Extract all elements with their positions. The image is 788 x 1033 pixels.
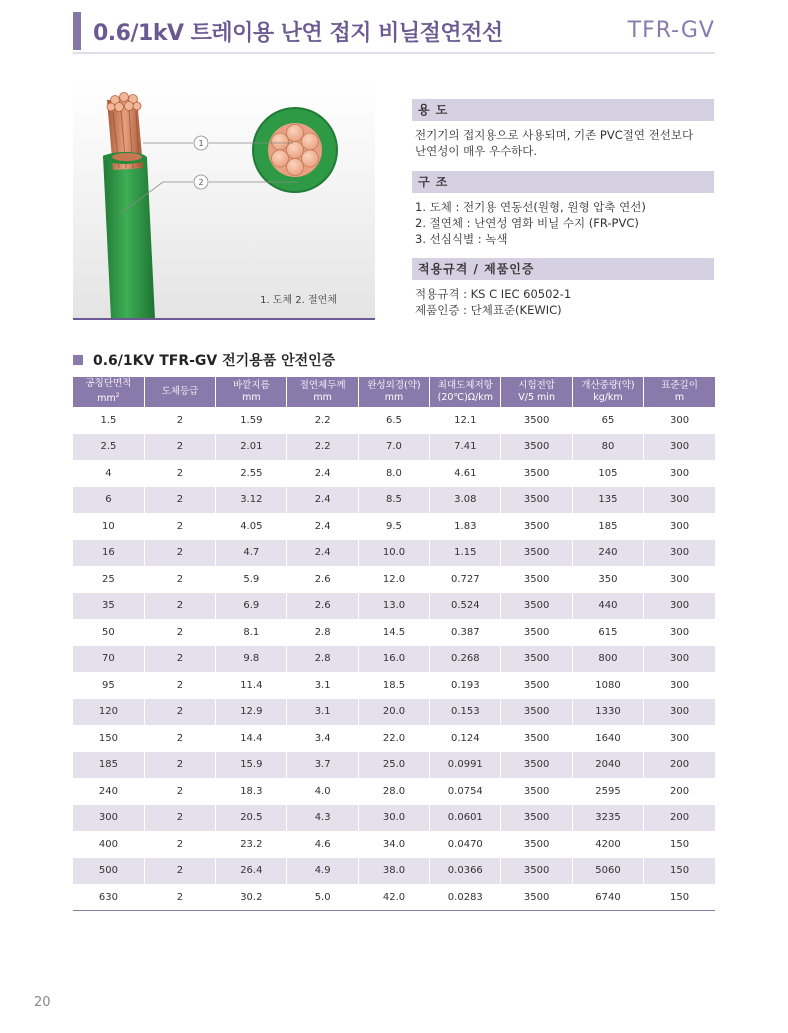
table-cell: 6.5: [358, 407, 429, 434]
title-divider: [73, 52, 715, 54]
table-cell: 5.9: [216, 566, 287, 593]
construction-line: 3. 선심식별 : 녹색: [415, 232, 508, 246]
table-cell: 2.6: [287, 566, 358, 593]
table-cell: 150: [644, 858, 715, 885]
table-cell: 70: [73, 646, 144, 673]
column-header-label: 바깥지름: [232, 380, 270, 391]
table-header-row: [73, 377, 715, 407]
table-cell: 240: [98, 785, 118, 797]
table-cell: 1640: [572, 725, 643, 752]
usage-line: 전기기의 접지용으로 사용되며, 기존 PVC절연 전선보다: [415, 128, 694, 142]
column-header: [287, 377, 358, 407]
table-row: [73, 434, 715, 461]
table-cell: 3.08: [430, 487, 501, 514]
table-cell: 4.05: [216, 513, 287, 540]
table-cell: 4.7: [216, 540, 287, 567]
table-cell: 2.55: [216, 460, 287, 487]
table-cell: 9.8: [216, 646, 287, 673]
table-cell: 2040: [572, 752, 643, 779]
table-cell: 3500: [501, 805, 572, 832]
table-cell: 13.0: [358, 593, 429, 620]
table-cell: 300: [644, 513, 715, 540]
table-cell: 2: [144, 752, 215, 779]
usage-body: [412, 121, 714, 159]
table-cell: 2.2: [287, 434, 358, 461]
table-cell: 3500: [501, 619, 572, 646]
table-cell: 8.0: [358, 460, 429, 487]
table-cell: 2.01: [216, 434, 287, 461]
table-cell: 0.193: [430, 672, 501, 699]
table-cell: 3500: [501, 646, 572, 673]
table-cell: 300: [644, 407, 715, 434]
table-cell: 800: [572, 646, 643, 673]
section-square-icon: [73, 355, 83, 365]
table-cell: 400: [98, 838, 118, 850]
table-cell: 4.0: [287, 778, 358, 805]
table-cell: 38.0: [358, 858, 429, 885]
cable-drawing: [73, 78, 375, 319]
table-cell: 4: [105, 467, 112, 479]
table-cell: 12.1: [430, 407, 501, 434]
spec-table: [73, 377, 715, 911]
table-cell: 14.5: [358, 619, 429, 646]
figure-bottom-rule: [73, 318, 375, 320]
table-cell: 3500: [501, 487, 572, 514]
table-cell: 3500: [501, 407, 572, 434]
table-cell: 18.5: [358, 672, 429, 699]
standards-line: 적용규격 : KS C IEC 60502-1: [415, 287, 572, 301]
table-row: [73, 752, 715, 779]
table-cell: 0.0470: [430, 831, 501, 858]
standards-section: [412, 258, 714, 318]
table-cell: 3500: [501, 778, 572, 805]
construction-line: 2. 절연체 : 난연성 염화 비닐 수지 (FR-PVC): [415, 216, 639, 230]
table-cell: 3500: [501, 540, 572, 567]
table-cell: 10.0: [358, 540, 429, 567]
table-cell: 2.4: [287, 487, 358, 514]
table-cell: 25.0: [358, 752, 429, 779]
column-header-unit: kg/km: [593, 392, 623, 403]
table-cell: 2: [144, 646, 215, 673]
table-cell: 2595: [572, 778, 643, 805]
construction-heading: 구 조: [412, 171, 714, 193]
table-cell: 5060: [572, 858, 643, 885]
table-cell: 6.9: [216, 593, 287, 620]
column-header: [73, 377, 144, 407]
table-cell: 4200: [572, 831, 643, 858]
table-cell: 2: [144, 487, 215, 514]
table-cell: 615: [572, 619, 643, 646]
column-header-unit: V/5 min: [518, 392, 555, 403]
table-cell: 3.1: [287, 699, 358, 726]
table-cell: 12.9: [216, 699, 287, 726]
standards-body: [412, 280, 714, 318]
table-cell: 50: [102, 626, 115, 638]
table-cell: 20.0: [358, 699, 429, 726]
table-cell: 185: [73, 752, 144, 779]
table-cell: 14.4: [216, 725, 287, 752]
table-row: [73, 884, 715, 911]
table-cell: 26.4: [216, 858, 287, 885]
table-cell: 5.0: [287, 884, 358, 911]
table-row: [73, 540, 715, 567]
column-header-label: 최대도체저항: [437, 380, 493, 391]
table-cell: 300: [644, 646, 715, 673]
table-cell: 1.83: [430, 513, 501, 540]
table-cell: 20.5: [216, 805, 287, 832]
table-cell: 3500: [501, 752, 572, 779]
table-cell: 0.387: [430, 619, 501, 646]
product-model: TFR-GV: [627, 18, 715, 43]
table-cell: 300: [644, 540, 715, 567]
construction-section: [412, 171, 714, 247]
table-body: [73, 407, 715, 911]
table-row: [73, 460, 715, 487]
table-cell: 3500: [501, 831, 572, 858]
table-cell: 6740: [572, 884, 643, 911]
table-cell: 3.12: [216, 487, 287, 514]
table-cell: 300: [73, 805, 144, 832]
table-cell: 28.0: [358, 778, 429, 805]
table-cell: 30.0: [358, 805, 429, 832]
usage-heading: 용 도: [412, 99, 714, 121]
table-cell: 23.2: [216, 831, 287, 858]
column-header-unit: mm: [242, 392, 261, 403]
table-cell: 11.4: [216, 672, 287, 699]
column-header: [358, 377, 429, 407]
column-header-label: 개산중량(약): [581, 380, 635, 391]
table-cell: 0.0754: [430, 778, 501, 805]
standards-heading: 적용규격 / 제품인증: [412, 258, 714, 280]
column-header-unit: mm: [97, 393, 116, 405]
column-header: [644, 377, 715, 407]
column-header-label: 완성외경(약): [367, 380, 421, 391]
table-cell: 3500: [501, 699, 572, 726]
usage-line: 난연성이 매우 우수하다.: [415, 144, 538, 158]
table-cell: 16: [73, 540, 144, 567]
table-row: [73, 407, 715, 434]
table-cell: 150: [644, 831, 715, 858]
table-cell: 135: [572, 487, 643, 514]
table-cell: 500: [73, 858, 144, 885]
construction-body: [412, 193, 714, 247]
column-header-superscript: 2: [115, 392, 120, 400]
table-cell: 25: [102, 573, 115, 585]
table-cell: 200: [644, 752, 715, 779]
table-cell: 35: [73, 593, 144, 620]
column-header: [501, 377, 572, 407]
table-cell: 2.4: [287, 460, 358, 487]
table-cell: 2: [144, 884, 215, 911]
table-cell: 630: [73, 884, 144, 911]
figure-caption: 1. 도체 2. 절연체: [260, 295, 337, 306]
table-cell: 200: [644, 778, 715, 805]
table-title: 0.6/1KV TFR-GV 전기용품 안전인증: [93, 353, 336, 369]
table-cell: 2.4: [287, 540, 358, 567]
table-cell: 2: [144, 699, 215, 726]
column-header-unit: mm: [384, 392, 404, 403]
table-cell: 10: [102, 520, 115, 532]
table-row: [73, 672, 715, 699]
table-cell: 0.0366: [430, 858, 501, 885]
table-cell: 8.1: [216, 619, 287, 646]
table-cell: 300: [644, 699, 715, 726]
table-row: [73, 725, 715, 752]
table-cell: 300: [644, 725, 715, 752]
column-header-unit: mm: [313, 392, 332, 403]
usage-section: [412, 99, 714, 159]
table-cell: 2: [144, 434, 215, 461]
table-cell: 1330: [572, 699, 643, 726]
table-cell: 4.3: [287, 805, 358, 832]
table-row: [73, 513, 715, 540]
table-cell: 2: [144, 619, 215, 646]
table-cell: 6: [73, 487, 144, 514]
table-row: [73, 778, 715, 805]
table-cell: 9.5: [358, 513, 429, 540]
title-accent-bar: [73, 12, 81, 50]
table-cell: 12.0: [358, 566, 429, 593]
table-row: [73, 487, 715, 514]
table-cell: 3235: [572, 805, 643, 832]
column-header: [430, 377, 501, 407]
table-cell: 105: [572, 460, 643, 487]
table-row: [73, 646, 715, 673]
column-header-label: 절연체두께: [299, 380, 346, 391]
table-cell: 4.61: [430, 460, 501, 487]
table-cell: 3.7: [287, 752, 358, 779]
table-cell: 2: [144, 566, 215, 593]
table-cell: 2: [144, 778, 215, 805]
table-cell: 3500: [501, 593, 572, 620]
table-cell: 1.59: [216, 407, 287, 434]
table-cell: 300: [644, 487, 715, 514]
table-cell: 3.4: [287, 725, 358, 752]
table-cell: 120: [73, 699, 144, 726]
table-cell: 2: [144, 805, 215, 832]
table-row: [73, 805, 715, 832]
table-cell: 2.8: [287, 619, 358, 646]
column-header-unit: (20℃)Ω/km: [437, 392, 493, 403]
table-cell: 3500: [501, 884, 572, 911]
table-cell: 2.6: [287, 593, 358, 620]
table-row: [73, 699, 715, 726]
column-header-label: 도체등급: [161, 386, 199, 397]
construction-line: 1. 도체 : 전기용 연동선(원형, 원형 압축 연선): [415, 200, 646, 214]
callout-1-label: 1: [198, 139, 204, 148]
table-cell: 3500: [501, 513, 572, 540]
column-header-unit: m: [674, 392, 685, 403]
table-cell: 240: [572, 540, 643, 567]
table-cell: 300: [644, 619, 715, 646]
table-cell: 2: [144, 831, 215, 858]
table-cell: 80: [572, 434, 643, 461]
table-row: [73, 593, 715, 620]
table-cell: 16.0: [358, 646, 429, 673]
column-header: [572, 377, 643, 407]
table-cell: 0.0991: [430, 752, 501, 779]
table-cell: 185: [572, 513, 643, 540]
table-cell: 18.3: [216, 778, 287, 805]
table-cell: 2: [144, 672, 215, 699]
table-cell: 0.0601: [430, 805, 501, 832]
table-cell: 2.4: [287, 513, 358, 540]
table-cell: 8.5: [358, 487, 429, 514]
table-cell: 300: [644, 434, 715, 461]
table-cell: 3500: [501, 434, 572, 461]
table-cell: 2.2: [287, 407, 358, 434]
table-cell: 300: [644, 460, 715, 487]
table-cell: 7.0: [358, 434, 429, 461]
table-cell: 2: [144, 513, 215, 540]
table-cell: 300: [644, 672, 715, 699]
table-cell: 2: [144, 858, 215, 885]
table-cell: 150: [644, 884, 715, 911]
table-cell: 15.9: [216, 752, 287, 779]
table-cell: 3500: [501, 460, 572, 487]
column-header: [144, 377, 215, 407]
insulation-jacket: [103, 154, 155, 319]
table-cell: 0.124: [430, 725, 501, 752]
table-cell: 350: [572, 566, 643, 593]
table-cell: 7.41: [430, 434, 501, 461]
table-cell: 0.0283: [430, 884, 501, 911]
table-cell: 2.5: [73, 434, 144, 461]
table-cell: 0.268: [430, 646, 501, 673]
table-cell: 200: [644, 805, 715, 832]
table-cell: 22.0: [358, 725, 429, 752]
table-row: [73, 831, 715, 858]
column-header-label: 시험전압: [518, 380, 555, 391]
table-cell: 3500: [501, 858, 572, 885]
column-header: [216, 377, 287, 407]
table-cell: 3.1: [287, 672, 358, 699]
table-cell: 3500: [501, 566, 572, 593]
table-cell: 0.727: [430, 566, 501, 593]
table-cell: 1080: [572, 672, 643, 699]
table-cell: 2: [144, 725, 215, 752]
page-title: 0.6/1kV 트레이용 난연 접지 비닐절연전선: [93, 21, 503, 46]
cable-illustration: [73, 78, 375, 319]
page-header: [73, 10, 715, 52]
table-cell: 42.0: [358, 884, 429, 911]
table-cell: 2.8: [287, 646, 358, 673]
column-header-label: 공칭단면적: [85, 378, 132, 390]
standards-line: 제품인증 : 단체표준(KEWIC): [415, 303, 562, 317]
table-cell: 1.15: [430, 540, 501, 567]
table-cell: 1.5: [100, 414, 117, 426]
table-row: [73, 619, 715, 646]
table-cell: 3500: [501, 725, 572, 752]
table-cell: 34.0: [358, 831, 429, 858]
table-cell: 440: [572, 593, 643, 620]
table-cell: 2: [144, 460, 215, 487]
table-cell: 65: [572, 407, 643, 434]
table-cell: 3500: [501, 672, 572, 699]
table-cell: 0.153: [430, 699, 501, 726]
table-cell: 150: [98, 732, 118, 744]
callout-2-label: 2: [198, 178, 204, 187]
table-cell: 95: [102, 679, 115, 691]
table-cell: 4.9: [287, 858, 358, 885]
table-row: [73, 566, 715, 593]
page-number: 20: [34, 995, 51, 1010]
table-cell: 2: [144, 540, 215, 567]
table-cell: 0.524: [430, 593, 501, 620]
table-cell: 4.6: [287, 831, 358, 858]
table-row: [73, 858, 715, 885]
table-cell: 2: [144, 407, 215, 434]
table-cell: 300: [644, 566, 715, 593]
table-cell: 2: [144, 593, 215, 620]
table-cell: 30.2: [216, 884, 287, 911]
table-cell: 300: [644, 593, 715, 620]
column-header-label: 표준길이: [661, 380, 698, 391]
